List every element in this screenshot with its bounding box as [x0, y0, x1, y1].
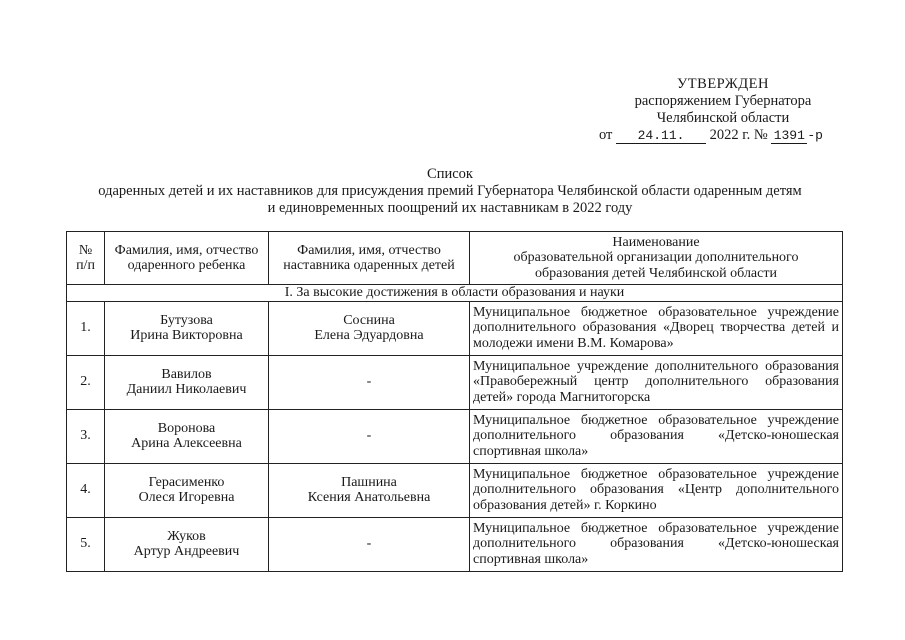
approval-line-1: распоряжением Губернатора [634, 93, 812, 109]
row-num: 5. [67, 517, 105, 571]
org-name: Муниципальное бюджетное образовательное учреждение дополнительного образования «Детско-юношеская спортивная школа» [470, 517, 843, 571]
document-heading [60, 166, 840, 217]
approval-from-label: от [599, 127, 613, 143]
org-name: Муниципальное бюджетное образовательное учреждение дополнительного образования «Детско-юношеская спортивная школа» [470, 409, 843, 463]
child-name: Воронова Арина Алексеевна [105, 409, 269, 463]
document-title: Список [427, 166, 473, 182]
row-num: 2. [67, 355, 105, 409]
approval-date-line [593, 127, 853, 144]
section-row [67, 285, 843, 302]
section-title: I. За высокие достижения в области образования и науки [67, 285, 843, 302]
approval-stamp [593, 76, 853, 144]
table-row [67, 517, 843, 571]
table-row [67, 409, 843, 463]
row-num: 1. [67, 301, 105, 355]
nominees-table [66, 231, 843, 572]
mentor-name: - [269, 409, 470, 463]
child-name: Вавилов Даниил Николаевич [105, 355, 269, 409]
child-name: Жуков Артур Андреевич [105, 517, 269, 571]
mentor-name: Пашнина Ксения Анатольевна [269, 463, 470, 517]
table-row [67, 463, 843, 517]
col-header-num: № п/п [67, 232, 105, 285]
org-name: Муниципальное бюджетное образовательное учреждение дополнительного образования «Дворец творчества детей и молодежи имени В.М. Комарова» [470, 301, 843, 355]
document-subtitle-line-2: и единовременных поощрений их наставникам в 2022 году [267, 200, 633, 216]
mentor-name: Соснина Елена Эдуардовна [269, 301, 470, 355]
child-name: Герасименко Олеся Игоревна [105, 463, 269, 517]
approval-number-suffix: -р [807, 128, 823, 143]
mentor-name: - [269, 517, 470, 571]
row-num: 3. [67, 409, 105, 463]
org-name: Муниципальное учреждение дополнительного образования «Правобережный центр дополнительного образования детей» города Магнитогорска [470, 355, 843, 409]
approval-year-label: 2022 г. № [709, 127, 768, 143]
table-header-row [67, 232, 843, 285]
col-header-org: Наименование образовательной организации дополнительного образования детей Челябинской области [470, 232, 843, 285]
col-header-mentor: Фамилия, имя, отчество наставника одаренных детей [269, 232, 470, 285]
table-row [67, 355, 843, 409]
child-name: Бутузова Ирина Викторовна [105, 301, 269, 355]
approval-title: УТВЕРЖДЕН [677, 76, 769, 92]
row-num: 4. [67, 463, 105, 517]
mentor-name: - [269, 355, 470, 409]
col-header-child: Фамилия, имя, отчество одаренного ребенка [105, 232, 269, 285]
document-subtitle-line-1: одаренных детей и их наставников для присуждения премий Губернатора Челябинской области одаренным детям [98, 183, 802, 199]
approval-date: 24.11. [616, 129, 706, 144]
table-row [67, 301, 843, 355]
approval-number: 1391 [771, 129, 807, 144]
approval-line-2: Челябинской области [656, 110, 790, 126]
org-name: Муниципальное бюджетное образовательное учреждение дополнительного образования «Центр дополнительного образования детей» г. Коркино [470, 463, 843, 517]
